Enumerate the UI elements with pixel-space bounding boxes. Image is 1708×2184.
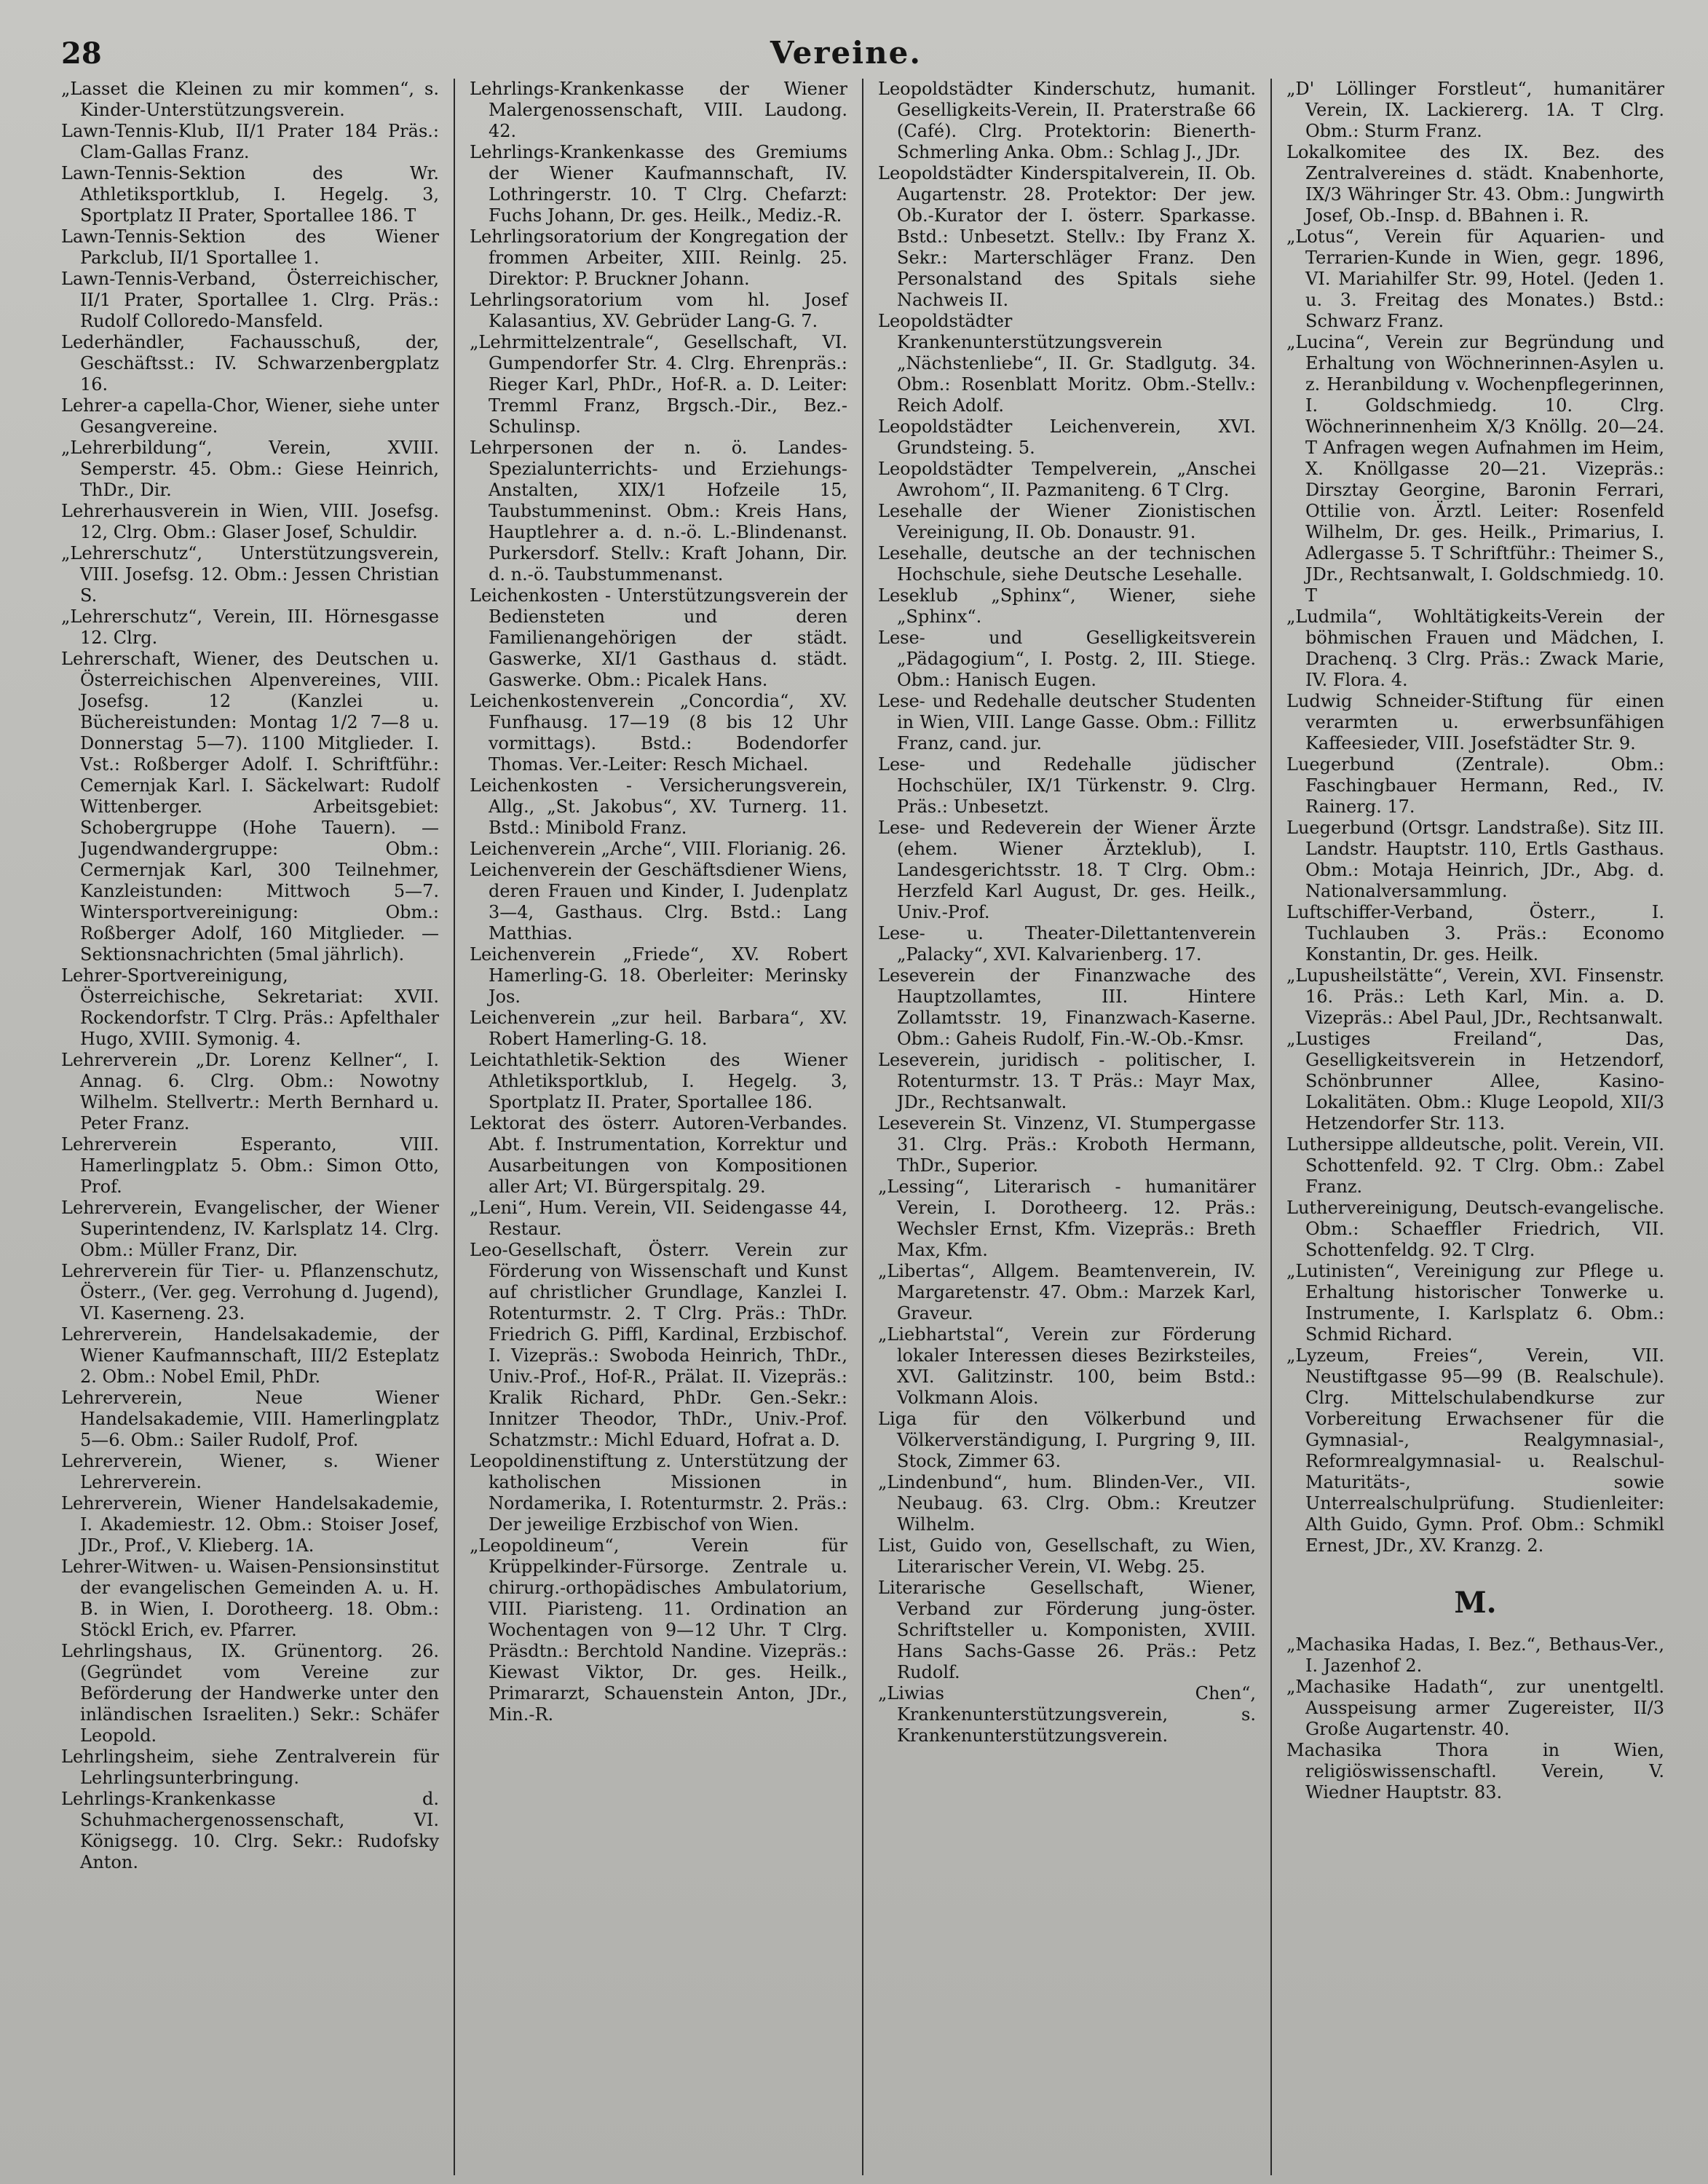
directory-entry: „Liebhartstal“, Verein zur Förderung lokaler Interessen dieses Bezirksteiles, XVI. Galitzinstr. 100, beim Bstd.: Volkmann Alois. bbox=[878, 1324, 1256, 1408]
directory-entry: Leopoldstädter Leichenverein, XVI. Grundsteing. 5. bbox=[878, 416, 1256, 458]
directory-entry: Leichenverein „Arche“, VIII. Florianig. 26. bbox=[470, 839, 847, 859]
directory-entry: Lehrerverein, Evangelischer, der Wiener Superintendenz, IV. Karlsplatz 14. Clrg. Obm.: Müller Franz, Dir. bbox=[61, 1198, 439, 1260]
directory-entry: „Lucina“, Verein zur Begründung und Erhaltung von Wöchnerinnen-Asylen u. z. Heranbildung v. Wochenpflegerinnen, I. Goldschmiedg. 10. Clrg. Wöchnerinnenheim X/3 Knöllg. 20—24. T Anfragen wegen Aufnahmen im Heim, X. Knöllgasse 20—21. Vizepräs.: Dirsztay Georgine, Baronin Ferrari, Ottilie von. Ärztl. Leiter: Rosenfeld Wilhelm, Dr. ges. Heilk., Primarius, I. Adlergasse 5. T Schriftführ.: Theimer S., JDr., Rechtsanwalt, I. Goldschmiedg. 10. T bbox=[1286, 332, 1664, 606]
directory-entry: Lehrerverein, Neue Wiener Handelsakademie, VIII. Hamerlingplatz 5—6. Obm.: Sailer Rudolf, Prof. bbox=[61, 1388, 439, 1450]
directory-entry: Leichtathletik-Sektion des Wiener Athletiksportklub, I. Hegelg. 3, Sportplatz II. Prater, Sportallee 186. bbox=[470, 1050, 847, 1112]
directory-entry: Lehrerverein „Dr. Lorenz Kellner“, I. Annag. 6. Clrg. Obm.: Nowotny Wilhelm. Stellvertr.: Merth Bernhard u. Peter Franz. bbox=[61, 1050, 439, 1133]
directory-entry: Lese- und Redehalle jüdischer Hochschüler, IX/1 Türkenstr. 9. Clrg. Präs.: Unbesetzt. bbox=[878, 754, 1256, 817]
column-4 bbox=[1272, 79, 1664, 2175]
column-1 bbox=[61, 79, 455, 2175]
directory-entry: Ludwig Schneider-Stiftung für einen verarmten u. erwerbsunfähigen Kaffeesieder, VIII. Josefstädter Str. 9. bbox=[1286, 691, 1664, 753]
directory-entry: Leichenverein der Geschäftsdiener Wiens, deren Frauen und Kinder, I. Judenplatz 3—4, Gasthaus. Clrg. Bstd.: Lang Matthias. bbox=[470, 860, 847, 943]
directory-entry: Leopoldstädter Krankenunterstützungsverein „Nächstenliebe“, II. Gr. Stadlgutg. 34. Obm.: Rosenblatt Moritz. Obm.-Stellv.: Reich Adolf. bbox=[878, 311, 1256, 416]
directory-entry: Leseverein St. Vinzenz, VI. Stumpergasse 31. Clrg. Präs.: Kroboth Hermann, ThDr., Superior. bbox=[878, 1113, 1256, 1176]
directory-entry: Lawn-Tennis-Sektion des Wiener Parkclub, II/1 Sportallee 1. bbox=[61, 226, 439, 268]
running-head: Vereine. bbox=[770, 35, 922, 71]
directory-entry: „Lotus“, Verein für Aquarien- und Terrarien-Kunde in Wien, gegr. 1896, VI. Mariahilfer Str. 99, Hotel. (Jeden 1. u. 3. Freitag des Monates.) Bstd.: Schwarz Franz. bbox=[1286, 226, 1664, 331]
directory-entry: Leseklub „Sphinx“, Wiener, siehe „Sphinx“. bbox=[878, 585, 1256, 627]
directory-entry: Lawn-Tennis-Klub, II/1 Prater 184 Präs.: Clam-Gallas Franz. bbox=[61, 121, 439, 162]
directory-entry: Lehrer-Witwen- u. Waisen-Pensionsinstitut der evangelischen Gemeinden A. u. H. B. in Wien, I. Dorotheerg. 18. Obm.: Stöckl Erich, ev. Pfarrer. bbox=[61, 1556, 439, 1640]
directory-entry: Lehrerverein, Handelsakademie, der Wiener Kaufmannschaft, III/2 Esteplatz 2. Obm.: Nobel Emil, PhDr. bbox=[61, 1324, 439, 1387]
directory-entry: Lehrlings-Krankenkasse d. Schuhmachergenossenschaft, VI. Königsegg. 10. Clrg. Sekr.: Rudofsky Anton. bbox=[61, 1789, 439, 1872]
directory-entry: „Lehrerbildung“, Verein, XVIII. Semperstr. 45. Obm.: Giese Heinrich, ThDr., Dir. bbox=[61, 438, 439, 500]
directory-entry: Lawn-Tennis-Sektion des Wr. Athletiksportklub, I. Hegelg. 3, Sportplatz II Prater, Sportallee 186. T bbox=[61, 163, 439, 226]
directory-entry: Liga für den Völkerbund und Völkerverständigung, I. Purgring 9, III. Stock, Zimmer 63. bbox=[878, 1409, 1256, 1471]
directory-entry: Lektorat des österr. Autoren-Verbandes. Abt. f. Instrumentation, Korrektur und Ausarbeitungen von Kompositionen aller Art; VI. Bürgerspitalg. 29. bbox=[470, 1113, 847, 1197]
directory-entry: „Libertas“, Allgem. Beamtenverein, IV. Margaretenstr. 47. Obm.: Marzek Karl, Graveur. bbox=[878, 1261, 1256, 1324]
directory-entry: Lese- und Geselligkeitsverein „Pädagogium“, I. Postg. 2, III. Stiege. Obm.: Hanisch Eugen. bbox=[878, 628, 1256, 690]
directory-entry: „Machasika Hadas, I. Bez.“, Bethaus-Ver., I. Jazenhof 2. bbox=[1286, 1634, 1664, 1676]
directory-entry: Leichenkosten - Unterstützungsverein der Bediensteten und deren Familienangehörigen der städt. Gaswerke, XI/1 Gasthaus d. städt. Gaswerke. Obm.: Picalek Hans. bbox=[470, 585, 847, 690]
directory-entry: Luftschiffer-Verband, Österr., I. Tuchlauben 3. Präs.: Economo Konstantin, Dr. ges. Heilk. bbox=[1286, 902, 1664, 965]
directory-entry: „Lehrerschutz“, Unterstützungsverein, VIII. Josefsg. 12. Obm.: Jessen Christian S. bbox=[61, 543, 439, 606]
directory-entry: „Leni“, Hum. Verein, VII. Seidengasse 44, Restaur. bbox=[470, 1198, 847, 1239]
directory-entry: Machasika Thora in Wien, religiöswissenschaftl. Verein, V. Wiedner Hauptstr. 83. bbox=[1286, 1740, 1664, 1803]
directory-entry: Leichenverein „zur heil. Barbara“, XV. Robert Hamerling-G. 18. bbox=[470, 1008, 847, 1049]
directory-entry: Literarische Gesellschaft, Wiener, Verband zur Förderung jung-öster. Schriftsteller u. Komponisten, XVIII. Hans Sachs-Gasse 26. Präs.: Petz Rudolf. bbox=[878, 1578, 1256, 1682]
directory-entry: „Lehrerschutz“, Verein, III. Hörnesgasse 12. Clrg. bbox=[61, 606, 439, 648]
directory-entry: Lese- u. Theater-Dilettantenverein „Palacky“, XVI. Kalvarienberg. 17. bbox=[878, 923, 1256, 965]
directory-entry: „Ludmila“, Wohltätigkeits-Verein der böhmischen Frauen und Mädchen, I. Drachenq. 3 Clrg. Präs.: Zwack Marie, IV. Flora. 4. bbox=[1286, 606, 1664, 690]
directory-entry: Lehrlingshaus, IX. Grünentorg. 26. (Gegründet vom Vereine zur Beförderung der Handwerke unter den inländischen Israeliten.) Sekr.: Schäfer Leopold. bbox=[61, 1641, 439, 1746]
page-header bbox=[61, 35, 1664, 79]
directory-entry: Lehrerschaft, Wiener, des Deutschen u. Österreichischen Alpenvereines, VIII. Josefsg. 12 (Kanzlei u. Büchereistunden: Montag 1/2 7—8 u. Donnerstag 5—7). 1100 Mitglieder. I. Vst.: Roßberger Adolf. I. Schriftführ.: Cemernjak Karl. I. Säckelwart: Rudolf Wittenberger. Arbeitsgebiet: Schobergruppe (Hohe Tauern). — Jugendwandergruppe: Obm.: Cermernjak Karl, 300 Teilnehmer, Kanzleistunden: Mittwoch 5—7. Wintersportvereinigung: Obm.: Roßberger Adolf, 160 Mitglieder. — Sektionsnachrichten (5mal jährlich). bbox=[61, 649, 439, 965]
directory-entry: Lederhändler, Fachausschuß, der, Geschäftsst.: IV. Schwarzenbergplatz 16. bbox=[61, 332, 439, 395]
directory-entry: Luegerbund (Ortsgr. Landstraße). Sitz III. Landstr. Hauptstr. 110, Ertls Gasthaus. Obm.: Motaja Heinrich, JDr., Abg. d. Nationalversammlung. bbox=[1286, 818, 1664, 901]
page-number: 28 bbox=[61, 36, 102, 71]
directory-entry: „Lutinisten“, Vereinigung zur Pflege u. Erhaltung historischer Tonwerke u. Instrumente, I. Karlsplatz 6. Obm.: Schmid Richard. bbox=[1286, 1261, 1664, 1345]
directory-entry: Leo-Gesellschaft, Österr. Verein zur Förderung von Wissenschaft und Kunst auf christlicher Grundlage, Kanzlei I. Rotenturmstr. 2. T Clrg. Präs.: ThDr. Friedrich G. Piffl, Kardinal, Erzbischof. I. Vizepräs.: Swoboda Heinrich, ThDr., Univ.-Prof., Hof-R., Prälat. II. Vizepräs.: Kralik Richard, PhDr. Gen.-Sekr.: Innitzer Theodor, ThDr., Univ.-Prof. Schatzmstr.: Michl Eduard, Hofrat a. D. bbox=[470, 1240, 847, 1450]
directory-entry: Lawn-Tennis-Verband, Österreichischer, II/1 Prater, Sportallee 1. Clrg. Präs.: Rudolf Colloredo-Mansfeld. bbox=[61, 269, 439, 331]
directory-entry: Lehrerverein für Tier- u. Pflanzenschutz, Österr., (Ver. geg. Verrohung d. Jugend), VI. Kaserneng. 23. bbox=[61, 1261, 439, 1324]
directory-entry: Luegerbund (Zentrale). Obm.: Faschingbauer Hermann, Red., IV. Rainerg. 17. bbox=[1286, 754, 1664, 817]
directory-entry: „Lessing“, Literarisch - humanitärer Verein, I. Dorotheerg. 12. Präs.: Wechsler Ernst, Kfm. Vizepräs.: Breth Max, Kfm. bbox=[878, 1176, 1256, 1260]
directory-entry: Leopoldstädter Kinderspitalverein, II. Ob. Augartenstr. 28. Protektor: Der jew. Ob.-Kurator der I. österr. Sparkasse. Bstd.: Unbesetzt. Stellv.: Iby Franz X. Sekr.: Marterschläger Franz. Den Personalstand des Spitals siehe Nachweis II. bbox=[878, 163, 1256, 310]
directory-entry: Lehrlings-Krankenkasse der Wiener Malergenossenschaft, VIII. Laudong. 42. bbox=[470, 79, 847, 141]
directory-entry: „Machasike Hadath“, zur unentgeltl. Ausspeisung armer Zugereister, II/3 Große Augartenstr. 40. bbox=[1286, 1677, 1664, 1739]
section-letter-heading: M. bbox=[1454, 1586, 1497, 1620]
directory-entry: Leopoldstädter Tempelverein, „Anschei Awrohom“, II. Pazmaniteng. 6 T Clrg. bbox=[878, 459, 1256, 500]
directory-entry: „Lehrmittelzentrale“, Gesellschaft, VI. Gumpendorfer Str. 4. Clrg. Ehrenpräs.: Rieger Karl, PhDr., Hof-R. a. D. Leiter: Tremml Franz, Brgsch.-Dir., Bez.-Schulinsp. bbox=[470, 332, 847, 437]
directory-entry: Leichenkostenverein „Concordia“, XV. Funfhausg. 17—19 (8 bis 12 Uhr vormittags). Bstd.: Bodendorfer Thomas. Ver.-Leiter: Resch Michael. bbox=[470, 691, 847, 775]
directory-entry: Lehrer-Sportvereinigung, Österreichische, Sekretariat: XVII. Rockendorfstr. T Clrg. Präs.: Apfelthaler Hugo, XVIII. Symonig. 4. bbox=[61, 965, 439, 1049]
directory-entry: Lese- und Redeverein der Wiener Ärzte (ehem. Wiener Ärzteklub), I. Landesgerichtsstr. 18. T Clrg. Obm.: Herzfeld Karl August, Dr. ges. Heilk., Univ.-Prof. bbox=[878, 818, 1256, 922]
directory-entry: Leopoldstädter Kinderschutz, humanit. Geselligkeits-Verein, II. Praterstraße 66 (Café). Clrg. Protektorin: Bienerth-Schmerling Anka. Obm.: Schlag J., JDr. bbox=[878, 79, 1256, 162]
directory-entry: Lese- und Redehalle deutscher Studenten in Wien, VIII. Lange Gasse. Obm.: Fillitz Franz, cand. jur. bbox=[878, 691, 1256, 753]
directory-entry: Lehrlingsoratorium vom hl. Josef Kalasantius, XV. Gebrüder Lang-G. 7. bbox=[470, 290, 847, 331]
directory-entry: „Lindenbund“, hum. Blinden-Ver., VII. Neubaug. 63. Clrg. Obm.: Kreutzer Wilhelm. bbox=[878, 1472, 1256, 1535]
directory-entry: Lehrerverein, Wiener, s. Wiener Lehrerverein. bbox=[61, 1451, 439, 1492]
directory-entry: Luthersippe alldeutsche, polit. Verein, VII. Schottenfeld. 92. T Clrg. Obm.: Zabel Franz. bbox=[1286, 1134, 1664, 1197]
directory-entry: Lehrlingsoratorium der Kongregation der frommen Arbeiter, XIII. Reinlg. 25. Direktor: P. Bruckner Johann. bbox=[470, 226, 847, 289]
directory-entry: Lehrerhausverein in Wien, VIII. Josefsg. 12, Clrg. Obm.: Glaser Josef, Schuldir. bbox=[61, 501, 439, 542]
directory-entry: Luthervereinigung, Deutsch-evangelische. Obm.: Schaeffler Friedrich, VII. Schottenfeldg. 92. T Clrg. bbox=[1286, 1198, 1664, 1260]
directory-entry: Leopoldinenstiftung z. Unterstützung der katholischen Missionen in Nordamerika, I. Rotenturmstr. 2. Präs.: Der jeweilige Erzbischof von Wien. bbox=[470, 1451, 847, 1535]
directory-entry: „Lupusheilstätte“, Verein, XVI. Finsenstr. 16. Präs.: Leth Karl, Min. a. D. Vizepräs.: Abel Paul, JDr., Rechtsanwalt. bbox=[1286, 965, 1664, 1028]
directory-entry: Lehrerverein, Wiener Handelsakademie, I. Akademiestr. 12. Obm.: Stoiser Josef, JDr., Prof., V. Klieberg. 1A. bbox=[61, 1493, 439, 1556]
directory-entry: Lehrer-a capella-Chor, Wiener, siehe unter Gesangvereine. bbox=[61, 395, 439, 437]
directory-entry: „Lasset die Kleinen zu mir kommen“, s. Kinder-Unterstützungsverein. bbox=[61, 79, 439, 120]
directory-entry: „Lustiges Freiland“, Das, Geselligkeitsverein in Hetzendorf, Schönbrunner Allee, Kasino-Lokalitäten. Obm.: Kluge Leopold, XII/3 Hetzendorfer Str. 113. bbox=[1286, 1029, 1664, 1133]
directory-entry: List, Guido von, Gesellschaft, zu Wien, Literarischer Verein, VI. Webg. 25. bbox=[878, 1535, 1256, 1577]
column-2 bbox=[455, 79, 863, 2175]
column-3 bbox=[863, 79, 1272, 2175]
directory-entry: Lesehalle der Wiener Zionistischen Vereinigung, II. Ob. Donaustr. 91. bbox=[878, 501, 1256, 542]
directory-entry: Lehrlings-Krankenkasse des Gremiums der Wiener Kaufmannschaft, IV. Lothringerstr. 10. T Clrg. Chefarzt: Fuchs Johann, Dr. ges. Heilk., Mediz.-R. bbox=[470, 142, 847, 226]
directory-entry: Leseverein, juridisch - politischer, I. Rotenturmstr. 13. T Präs.: Mayr Max, JDr., Rechtsanwalt. bbox=[878, 1050, 1256, 1112]
directory-entry: „Leopoldineum“, Verein für Krüppelkinder-Fürsorge. Zentrale u. chirurg.-orthopädisches Ambulatorium, VIII. Piaristeng. 11. Ordination an Wochentagen von 9—12 Uhr. T Clrg. Präsdtn.: Berchtold Nandine. Vizepräs.: Kiewast Viktor, Dr. ges. Heilk., Primararzt, Schauenstein Anton, JDr., Min.-R. bbox=[470, 1535, 847, 1725]
columns bbox=[61, 79, 1664, 2175]
directory-entry: Leseverein der Finanzwache des Hauptzollamtes, III. Hintere Zollamtsstr. 19, Finanzwach-Kaserne. Obm.: Gaheis Rudolf, Fin.-W.-Ob.-Kmsr. bbox=[878, 965, 1256, 1049]
directory-entry: Lehrerverein Esperanto, VIII. Hamerlingplatz 5. Obm.: Simon Otto, Prof. bbox=[61, 1134, 439, 1197]
directory-entry: Lehrlingsheim, siehe Zentralverein für Lehrlingsunterbringung. bbox=[61, 1746, 439, 1788]
directory-entry: „Lyzeum, Freies“, Verein, VII. Neustiftgasse 95—99 (B. Realschule). Clrg. Mittelschulabendkurse zur Vorbereitung Erwachsener für die Gymnasial-, Realgymnasial-, Reformrealgymnasial- u. Realschul-Maturitäts-, sowie Unterrealschulprüfung. Studienleiter: Alth Guido, Gymn. Prof. Obm.: Schmikl Ernest, JDr., XV. Kranzg. 2. bbox=[1286, 1345, 1664, 1556]
directory-entry: Lehrpersonen der n. ö. Landes-Spezialunterrichts- und Erziehungs-Anstalten, XIX/1 Hofzeile 15, Taubstummeninst. Obm.: Kreis Hans, Hauptlehrer a. d. n.-ö. L.-Blindenanst. Purkersdorf. Stellv.: Kraft Johann, Dir. d. n.-ö. Taubstummenanst. bbox=[470, 438, 847, 585]
directory-entry: Leichenkosten - Versicherungsverein, Allg., „St. Jakobus“, XV. Turnerg. 11. Bstd.: Minibold Franz. bbox=[470, 775, 847, 838]
directory-entry: „Liwias Chen“, Krankenunterstützungsverein, s. Krankenunterstützungsverein. bbox=[878, 1683, 1256, 1746]
directory-entry: Lesehalle, deutsche an der technischen Hochschule, siehe Deutsche Lesehalle. bbox=[878, 543, 1256, 585]
directory-entry: Lokalkomitee des IX. Bez. des Zentralvereines d. städt. Knabenhorte, IX/3 Währinger Str. 43. Obm.: Jungwirth Josef, Ob.-Insp. d. BBahnen i. R. bbox=[1286, 142, 1664, 226]
directory-entry: Leichenverein „Friede“, XV. Robert Hamerling-G. 18. Oberleiter: Merinsky Jos. bbox=[470, 944, 847, 1007]
directory-entry: „D' Löllinger Forstleut“, humanitärer Verein, IX. Lackiererg. 1A. T Clrg. Obm.: Sturm Franz. bbox=[1286, 79, 1664, 141]
